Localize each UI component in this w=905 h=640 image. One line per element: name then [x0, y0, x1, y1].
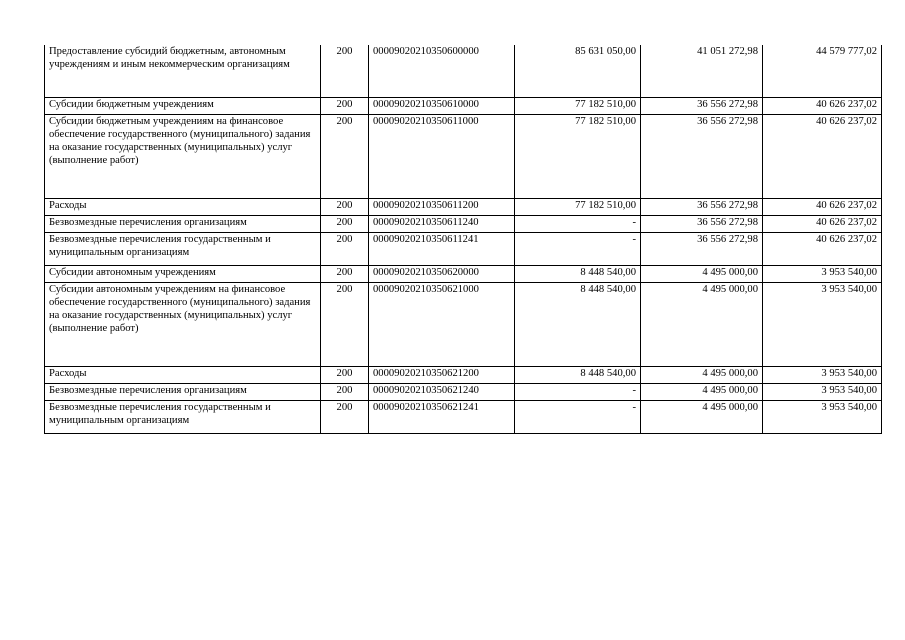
row-executed: 36 556 272,98 — [641, 97, 763, 114]
row-code: 200 — [321, 45, 369, 97]
table-row — [45, 215, 882, 232]
row-name: Субсидии бюджетным учреждениям — [45, 97, 321, 114]
row-remaining: 3 953 540,00 — [763, 265, 882, 282]
row-executed: 36 556 272,98 — [641, 198, 763, 215]
row-kbk: 00009020210350621240 — [369, 383, 515, 400]
table-row — [45, 45, 882, 97]
row-kbk: 00009020210350610000 — [369, 97, 515, 114]
row-executed: 4 495 000,00 — [641, 366, 763, 383]
row-approved: - — [515, 383, 641, 400]
row-kbk: 00009020210350611200 — [369, 198, 515, 215]
row-name: Предоставление субсидий бюджетным, автономным учреждениям и иным некоммерческим организациям — [45, 45, 321, 97]
row-executed: 4 495 000,00 — [641, 400, 763, 433]
table-row — [45, 366, 882, 383]
row-kbk: 00009020210350620000 — [369, 265, 515, 282]
row-executed: 36 556 272,98 — [641, 232, 763, 265]
row-name: Безвозмездные перечисления организациям — [45, 383, 321, 400]
row-remaining: 40 626 237,02 — [763, 198, 882, 215]
row-name: Расходы — [45, 366, 321, 383]
row-name: Безвозмездные перечисления организациям — [45, 215, 321, 232]
row-remaining: 3 953 540,00 — [763, 366, 882, 383]
row-approved: 77 182 510,00 — [515, 114, 641, 198]
row-name: Безвозмездные перечисления государственным и муниципальным организациям — [45, 400, 321, 433]
row-code: 200 — [321, 215, 369, 232]
row-code: 200 — [321, 265, 369, 282]
row-kbk: 00009020210350611241 — [369, 232, 515, 265]
row-kbk: 00009020210350600000 — [369, 45, 515, 97]
row-code: 200 — [321, 97, 369, 114]
row-executed: 4 495 000,00 — [641, 282, 763, 366]
row-approved: 8 448 540,00 — [515, 282, 641, 366]
row-remaining: 44 579 777,02 — [763, 45, 882, 97]
row-code: 200 — [321, 400, 369, 433]
row-code: 200 — [321, 366, 369, 383]
row-approved: 85 631 050,00 — [515, 45, 641, 97]
row-code: 200 — [321, 383, 369, 400]
table-row — [45, 198, 882, 215]
row-remaining: 3 953 540,00 — [763, 383, 882, 400]
table-row — [45, 114, 882, 198]
table-row — [45, 265, 882, 282]
row-kbk: 00009020210350621241 — [369, 400, 515, 433]
row-approved: 77 182 510,00 — [515, 198, 641, 215]
row-code: 200 — [321, 114, 369, 198]
row-approved: - — [515, 232, 641, 265]
row-name: Субсидии автономным учреждениям — [45, 265, 321, 282]
row-code: 200 — [321, 232, 369, 265]
row-executed: 41 051 272,98 — [641, 45, 763, 97]
row-approved: - — [515, 400, 641, 433]
table-row — [45, 400, 882, 433]
row-approved: - — [515, 215, 641, 232]
row-code: 200 — [321, 198, 369, 215]
row-code: 200 — [321, 282, 369, 366]
row-remaining: 40 626 237,02 — [763, 114, 882, 198]
row-remaining: 40 626 237,02 — [763, 97, 882, 114]
row-kbk: 00009020210350611000 — [369, 114, 515, 198]
row-remaining: 3 953 540,00 — [763, 282, 882, 366]
row-name: Безвозмездные перечисления государственным и муниципальным организациям — [45, 232, 321, 265]
table-row — [45, 97, 882, 114]
row-remaining: 40 626 237,02 — [763, 232, 882, 265]
row-approved: 8 448 540,00 — [515, 366, 641, 383]
row-kbk: 00009020210350621000 — [369, 282, 515, 366]
row-executed: 4 495 000,00 — [641, 265, 763, 282]
row-kbk: 00009020210350611240 — [369, 215, 515, 232]
row-approved: 8 448 540,00 — [515, 265, 641, 282]
row-executed: 36 556 272,98 — [641, 114, 763, 198]
row-name: Субсидии бюджетным учреждениям на финансовое обеспечение государственного (муниципального) задания на оказание государственных (муниципальных) услуг (выполнение работ) — [45, 114, 321, 198]
row-remaining: 3 953 540,00 — [763, 400, 882, 433]
budget-table — [44, 45, 882, 434]
row-approved: 77 182 510,00 — [515, 97, 641, 114]
table-row — [45, 282, 882, 366]
row-kbk: 00009020210350621200 — [369, 366, 515, 383]
row-name: Субсидии автономным учреждениям на финансовое обеспечение государственного (муниципального) задания на оказание государственных (муниципальных) услуг (выполнение работ) — [45, 282, 321, 366]
row-name: Расходы — [45, 198, 321, 215]
table-row — [45, 232, 882, 265]
row-executed: 4 495 000,00 — [641, 383, 763, 400]
row-executed: 36 556 272,98 — [641, 215, 763, 232]
table-row — [45, 383, 882, 400]
row-remaining: 40 626 237,02 — [763, 215, 882, 232]
